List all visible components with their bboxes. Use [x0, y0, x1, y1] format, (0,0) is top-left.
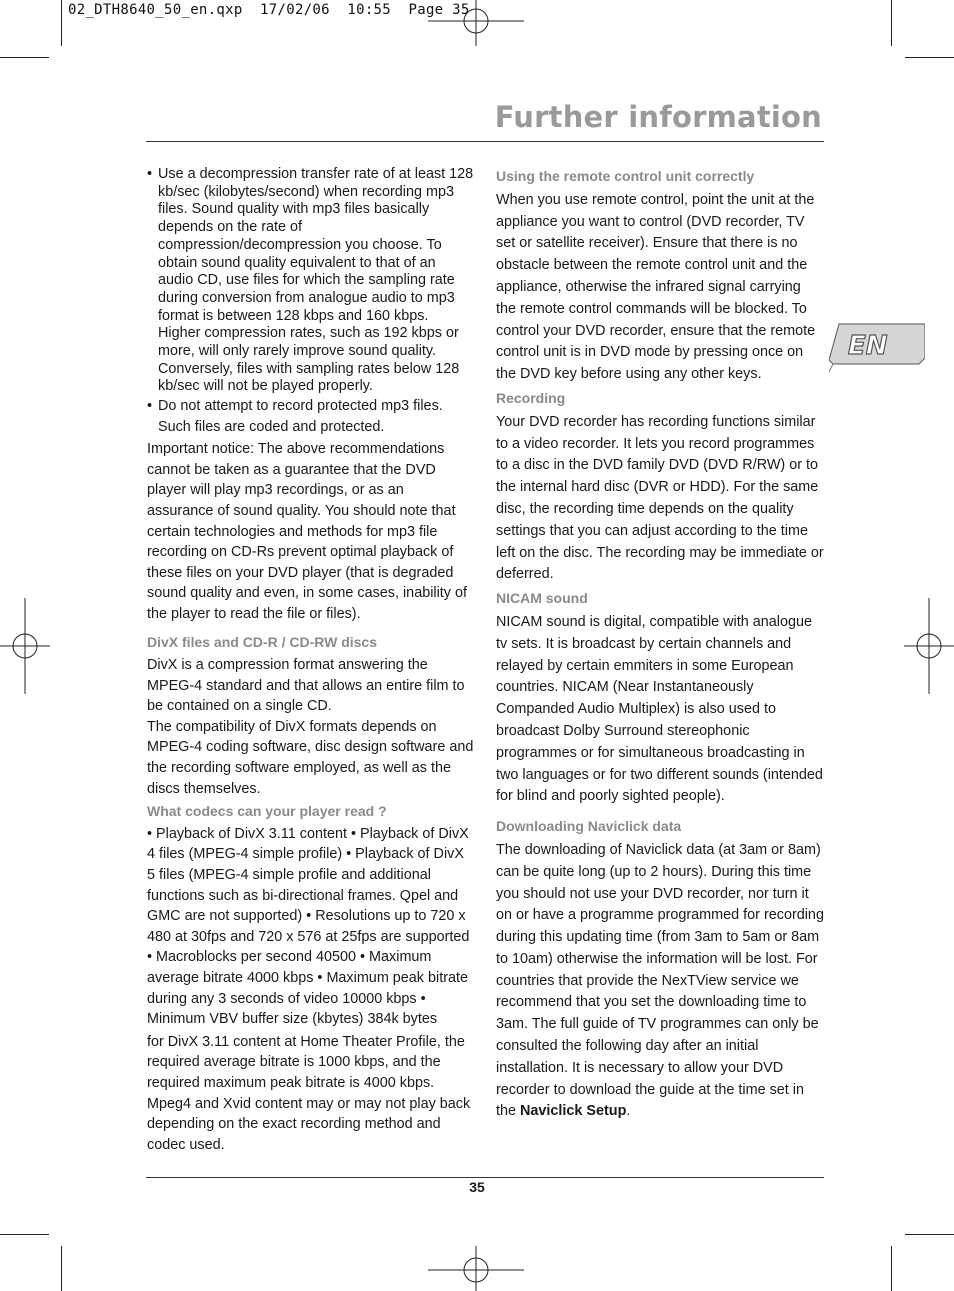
paragraph: NICAM sound is digital, compatible with analogue tv sets. It is broadcast by certain channels and relayed by certain emmiters in some European countries. NICAM (Near Instantaneously Companded Audio Multiplex) is also used to broadcast Dolby Surround stereophonic programmes or for simultaneous broadcasting in two languages or for two different sounds (intended for blind and poorly sighted people). — [496, 613, 823, 805]
paragraph-text: The downloading of Naviclick data (at 3am or 8am) can be quite long (up to 2 hours). During this time you should not use your DVD recorder, nor turn it on or have a programme programmed for recording during this updating time (from 3am to 5am or 8am to 10am) otherwise the information will be lost. For countries that provide the NexTView service we recommend that you set the downloading time to 3am. The full guide of TV programmes can only be consulted the following day after an initial installation. It is necessary to allow your DVD recorder to download the guide at the time set in the — [496, 841, 824, 1120]
header-rule — [146, 141, 824, 142]
crop-mark — [891, 0, 892, 46]
page-number: 35 — [469, 1179, 485, 1195]
crop-mark — [61, 1246, 62, 1291]
crop-mark — [905, 1234, 954, 1235]
paragraph-end: . — [626, 1103, 631, 1120]
heading-download: Downloading Naviclick data — [496, 818, 682, 835]
registration-mark-icon — [428, 0, 524, 46]
list-item: • Use a decompression transfer rate of at least 128 kb/sec (kilobytes/second) when recording mp3 files. Sound quality with mp3 files basically depends on the rate of compression/decompression you choose. To obtain sound quality equivalent to that of an audio CD, use files for which the sampling rate during conversion from analogue audio to mp3 format is between 128 kbps and 160 kbps. Higher compression rates, such as 192 kbps or more, will only rarely improve sound quality. Conversely, files with sampling rates below 128 kb/sec will not be played properly. — [147, 166, 474, 395]
registration-mark-icon — [0, 598, 50, 694]
heading-nicam: NICAM sound — [496, 590, 588, 607]
paragraph: DivX is a compression format answering the MPEG-4 standard and that allows an entire film to be contained on a single CD. — [147, 657, 465, 715]
language-label: EN — [848, 331, 888, 361]
bullet-text: Do not attempt to record protected mp3 files. Such files are coded and protected. — [158, 398, 443, 436]
right-column — [496, 166, 824, 1125]
slug-time: 10:55 — [347, 2, 392, 18]
paragraph: • Playback of DivX 3.11 content • Playback of DivX 4 files (MPEG-4 simple profile) • Playback of DivX 5 files (MPEG-4 simple profile and additional functions such as bi-directional frames. Qpel and GMC are not supported) • Resolutions up to 720 x 480 at 30fps and 720 x 576 at 25fps are supported • Macroblocks per second 40500 • Maximum average bitrate 4000 kbps • Maximum peak bitrate during any 3 seconds of video 10000 kbps • Minimum VBV buffer size (kbytes) 384k bytes — [147, 825, 470, 1028]
heading-remote: Using the remote control unit correctly — [496, 168, 755, 184]
crop-mark — [0, 1234, 49, 1235]
crop-mark — [0, 57, 49, 58]
heading-codecs: What codecs can your player read ? — [147, 803, 387, 820]
paragraph: The compatibility of DivX formats depends on MPEG-4 coding software, disc design software and the recording software employed, as well as the discs themselves. — [147, 718, 474, 797]
crop-mark — [905, 57, 954, 58]
registration-mark-icon — [428, 1246, 524, 1291]
paragraph: Your DVD recorder has recording functions similar to a video recorder. It lets you record programmes to a disc in the DVD family DVD (DVD R/RW) or to the internal hard disc (DVR or HDD). For the same disc, the recording time depends on the quality settings that you can adjust according to the time left on the disc. The recording may be immediate or deferred. — [496, 413, 824, 583]
crop-mark — [61, 0, 62, 46]
footer-rule — [146, 1177, 824, 1178]
heading-recording: Recording — [496, 389, 566, 406]
paragraph — [496, 840, 824, 1123]
list-item: • Do not attempt to record protected mp3 files. Such files are coded and protected. — [147, 398, 443, 436]
slug-date: 17/02/06 — [260, 2, 330, 18]
slug-file: 02_DTH8640_50_en.qxp — [68, 2, 243, 18]
heading-divx: DivX files and CD-R / CD-RW discs — [147, 634, 378, 651]
print-slug — [68, 2, 470, 18]
language-tab — [829, 320, 925, 372]
bullet-text: Use a decompression transfer rate of at least 128 kb/sec (kilobytes/second) when recording mp3 files. Sound quality with mp3 files basically depends on the rate of compression/decompression you choose. To obtain sound quality equivalent to that of an audio CD, use files for which the sampling rate during conversion from analogue audio to mp3 format is between 128 kbps and 160 kbps. Higher compression rates, such as 192 kbps or more, will only rarely improve sound quality. Conversely, files with sampling rates below 128 kb/sec will not be played properly. — [158, 166, 474, 395]
slug-page: Page 35 — [408, 2, 470, 18]
important-notice: Important notice: The above recommendations cannot be taken as a guarantee that the DVD player will play mp3 recordings, or as an assurance of sound quality. You should note that certain technologies and methods for mp3 file recording on CD-Rs prevent optimal playback of these files on your DVD player (that is degraded sound quality and even, in some cases, inability of the player to read the file or files). — [147, 441, 467, 622]
crop-mark — [891, 1246, 892, 1291]
paragraph: When you use remote control, point the unit at the appliance you want to control (DVD recorder, TV set or satellite receiver). Ensure that there is no obstacle between the remote control unit and the appliance, otherwise the infrared signal carrying the remote control commands will be blocked. To control your DVD recorder, ensure that the remote control unit is in DVD mode by pressing once on the DVD key before using any other keys. — [496, 191, 816, 383]
page-title: Further information — [494, 100, 822, 134]
registration-mark-icon — [904, 598, 954, 694]
naviclick-setup-label: Naviclick Setup — [520, 1103, 627, 1120]
paragraph: for DivX 3.11 content at Home Theater Profile, the required average bitrate is 1000 kbps, and the required maximum peak bitrate is 4000 kbps. Mpeg4 and Xvid content may or may not play back depending on the exact recording method and codec used. — [147, 1033, 471, 1153]
left-column — [147, 166, 474, 1157]
